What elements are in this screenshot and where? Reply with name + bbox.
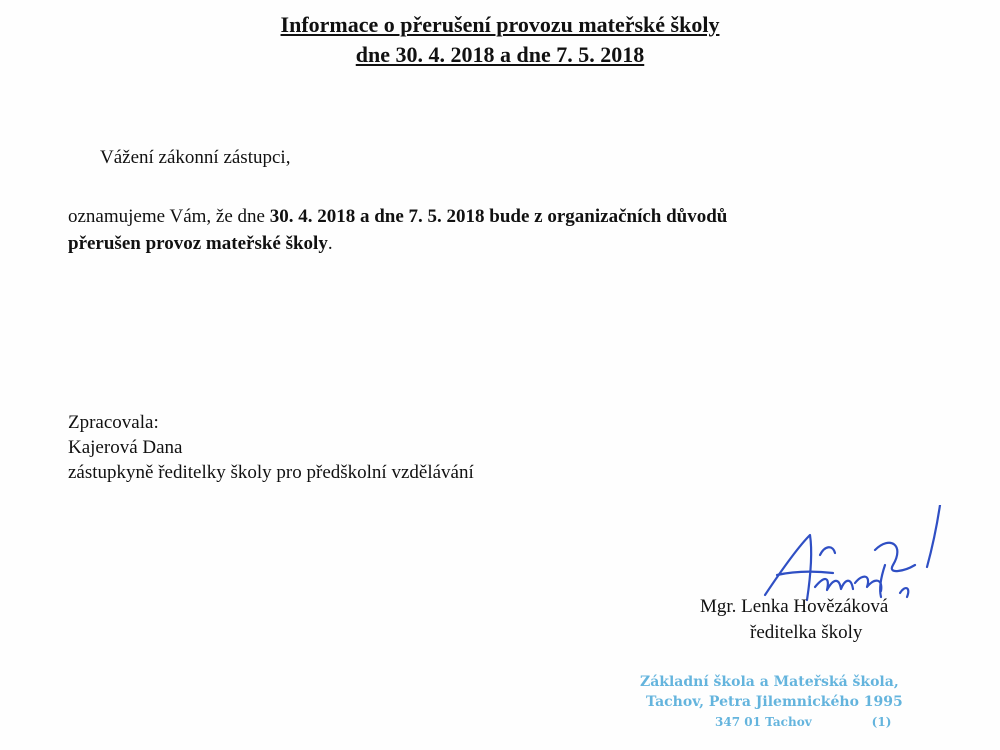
signatory-name: Mgr. Lenka Hovězáková	[700, 596, 889, 617]
prepared-by-name: Kajerová Dana	[68, 437, 183, 458]
announcement-paragraph	[68, 203, 938, 257]
announcement-suffix: .	[327, 233, 333, 254]
stamp-line3	[640, 712, 903, 732]
stamp-line2: Tachov, Petra Jilemnického 1995	[646, 694, 903, 710]
prepared-by-block	[68, 410, 474, 485]
document-title-line1: Informace o přerušení provozu mateřské školy	[280, 12, 720, 37]
announcement-bold-closure: přerušen provoz mateřské školy	[68, 233, 328, 254]
signatory-block	[700, 594, 888, 646]
prepared-by-label: Zpracovala:	[68, 412, 159, 433]
stamp-postcode-city: 347 01 Tachov	[715, 715, 812, 729]
salutation: Vážení zákonní zástupci,	[100, 147, 291, 168]
stamp-line1: Základní škola a Mateřská škola,	[640, 674, 899, 690]
prepared-by-role: zástupkyně ředitelky školy pro předškolní vzdělávání	[68, 462, 474, 483]
document-title-line2: dne 30. 4. 2018 a dne 7. 5. 2018	[355, 42, 645, 67]
stamp-number: (1)	[871, 715, 892, 729]
announcement-prefix: oznamujeme Vám, že dne	[68, 206, 270, 227]
school-stamp	[640, 672, 903, 732]
signatory-role: ředitelka školy	[750, 622, 863, 643]
announcement-bold-dates: 30. 4. 2018 a dne 7. 5. 2018 bude z organizačních důvodů	[269, 206, 728, 227]
